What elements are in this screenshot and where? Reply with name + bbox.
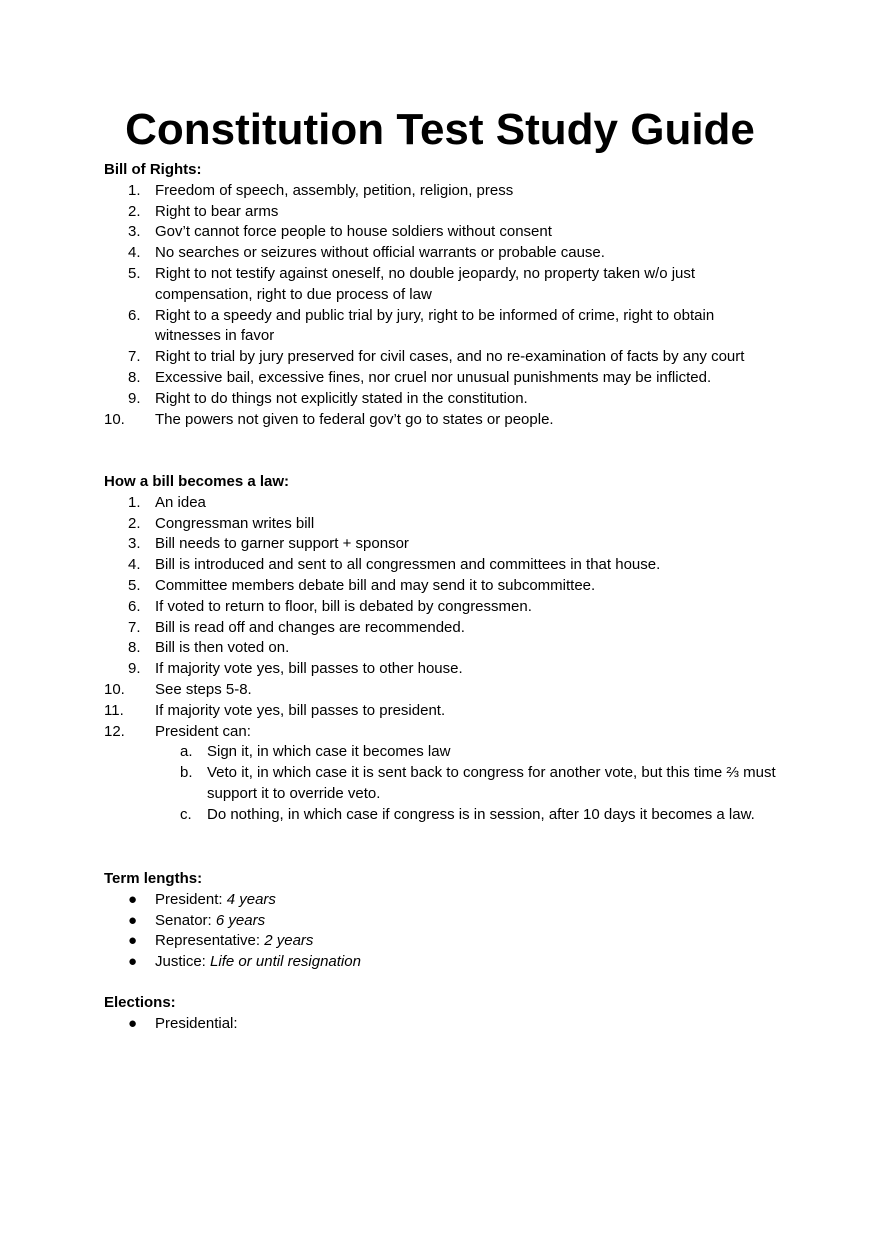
- item-number: 1.: [128, 181, 141, 199]
- list-item: [104, 1014, 784, 1035]
- list-item: [104, 722, 784, 743]
- list-item: [104, 638, 784, 659]
- list-item: [104, 493, 784, 514]
- list-item: [104, 181, 784, 202]
- item-text: Right to do things not explicitly stated in the constitution.: [155, 389, 528, 407]
- list-item: [104, 931, 784, 952]
- item-text: Right to bear arms: [155, 202, 279, 220]
- item-text: The powers not given to federal gov’t go to states or people.: [155, 410, 554, 428]
- page-title: Constitution Test Study Guide: [125, 105, 755, 154]
- sub-list-item: [104, 805, 784, 826]
- term-label: Representative:: [155, 932, 265, 950]
- term-label: Justice:: [155, 953, 211, 971]
- list-item: [104, 368, 784, 389]
- item-number: 11.: [104, 701, 124, 719]
- list-item: [104, 264, 784, 306]
- item-letter: c.: [180, 805, 192, 823]
- item-number: 6.: [128, 306, 141, 324]
- elections-section: [104, 993, 784, 1035]
- list-item: [104, 890, 784, 911]
- term-label: President:: [155, 890, 227, 908]
- list-item: [104, 597, 784, 618]
- item-text: Congressman writes bill: [155, 514, 315, 532]
- item-number: 10.: [104, 410, 125, 428]
- term-value: 2 years: [264, 932, 314, 950]
- sub-list-item: [104, 742, 784, 763]
- item-text: President can:: [155, 722, 251, 740]
- list-item: [104, 243, 784, 264]
- item-number: 10.: [104, 680, 125, 698]
- item-number: 5.: [128, 264, 141, 282]
- term-value: 4 years: [226, 890, 276, 908]
- bullet-icon: ●: [128, 932, 138, 950]
- item-number: 3.: [128, 223, 141, 241]
- item-number: 7.: [128, 348, 141, 366]
- term-lengths-section: [104, 869, 784, 973]
- item-text: Veto it, in which case it is sent back to congress for another vote, but this time ⅔ must support it to override veto.: [207, 764, 776, 802]
- list-item: [104, 534, 784, 555]
- item-letter: a.: [180, 743, 193, 761]
- item-text: Do nothing, in which case if congress is in session, after 10 days it becomes a law.: [207, 805, 755, 823]
- item-number: 5.: [128, 576, 141, 594]
- item-text: Bill needs to garner support + sponsor: [155, 535, 409, 553]
- list-item: [104, 306, 784, 348]
- sub-list-item: [104, 763, 784, 805]
- item-text: If voted to return to floor, bill is debated by congressmen.: [155, 597, 532, 615]
- item-number: 8.: [128, 639, 141, 657]
- item-letter: b.: [180, 764, 193, 782]
- list-item: [104, 347, 784, 368]
- list-item: [104, 659, 784, 680]
- list-item: [104, 410, 784, 431]
- item-number: 2.: [128, 514, 141, 532]
- item-text: Freedom of speech, assembly, petition, religion, press: [155, 181, 514, 199]
- item-number: 6.: [128, 597, 141, 615]
- item-text: Bill is read off and changes are recommended.: [155, 618, 465, 636]
- term-value: Life or until resignation: [210, 953, 361, 971]
- item-text: Gov’t cannot force people to house soldiers without consent: [155, 223, 552, 241]
- item-text: An idea: [155, 493, 206, 511]
- item-number: 12.: [104, 722, 125, 740]
- term-value: 6 years: [215, 911, 266, 929]
- list-item: [104, 576, 784, 597]
- bill-to-law-heading: How a bill becomes a law:: [104, 473, 290, 490]
- item-text: Excessive bail, excessive fines, nor cruel nor unusual punishments may be inflicted.: [155, 368, 712, 386]
- list-item: [104, 701, 784, 722]
- list-item: [104, 514, 784, 535]
- item-text: Right to trial by jury preserved for civil cases, and no re-examination of facts by any court: [155, 348, 745, 366]
- bill-of-rights-section: [104, 160, 784, 430]
- election-label: Presidential:: [155, 1014, 238, 1032]
- item-number: 9.: [128, 389, 141, 407]
- bullet-icon: ●: [128, 953, 138, 971]
- item-text: No searches or seizures without official warrants or probable cause.: [155, 244, 605, 262]
- item-text: Committee members debate bill and may send it to subcommittee.: [155, 576, 596, 594]
- bullet-icon: ●: [128, 911, 138, 929]
- bullet-icon: ●: [128, 1014, 138, 1032]
- bill-to-law-section: [104, 472, 784, 826]
- item-number: 7.: [128, 618, 141, 636]
- list-item: [104, 555, 784, 576]
- item-text: Bill is then voted on.: [155, 639, 290, 657]
- list-item: [104, 911, 784, 932]
- item-number: 3.: [128, 535, 141, 553]
- list-item: [104, 222, 784, 243]
- item-text: Right to a speedy and public trial by jury, right to be informed of crime, right to obtain witnesses in favor: [155, 306, 715, 345]
- item-number: 4.: [128, 244, 141, 262]
- item-text: If majority vote yes, bill passes to president.: [155, 701, 446, 719]
- item-text: Right to not testify against oneself, no double jeopardy, no property taken w/o just compensation, right to due process of law: [155, 264, 696, 303]
- item-text: See steps 5-8.: [155, 680, 252, 698]
- term-lengths-heading: Term lengths:: [104, 870, 203, 887]
- list-item: [104, 618, 784, 639]
- list-item: [104, 680, 784, 701]
- item-number: 4.: [128, 556, 141, 574]
- bullet-icon: ●: [128, 890, 138, 908]
- item-text: Sign it, in which case it becomes law: [207, 743, 451, 761]
- item-number: 2.: [128, 202, 141, 220]
- item-text: Bill is introduced and sent to all congressmen and committees in that house.: [155, 556, 661, 574]
- list-item: [104, 389, 784, 410]
- term-label: Senator:: [155, 911, 216, 929]
- bill-of-rights-heading: Bill of Rights:: [104, 161, 202, 178]
- list-item: [104, 952, 784, 973]
- item-number: 9.: [128, 660, 141, 678]
- elections-heading: Elections:: [104, 994, 176, 1011]
- item-number: 8.: [128, 368, 141, 386]
- item-text: If majority vote yes, bill passes to other house.: [155, 660, 463, 678]
- item-number: 1.: [128, 493, 141, 511]
- list-item: [104, 202, 784, 223]
